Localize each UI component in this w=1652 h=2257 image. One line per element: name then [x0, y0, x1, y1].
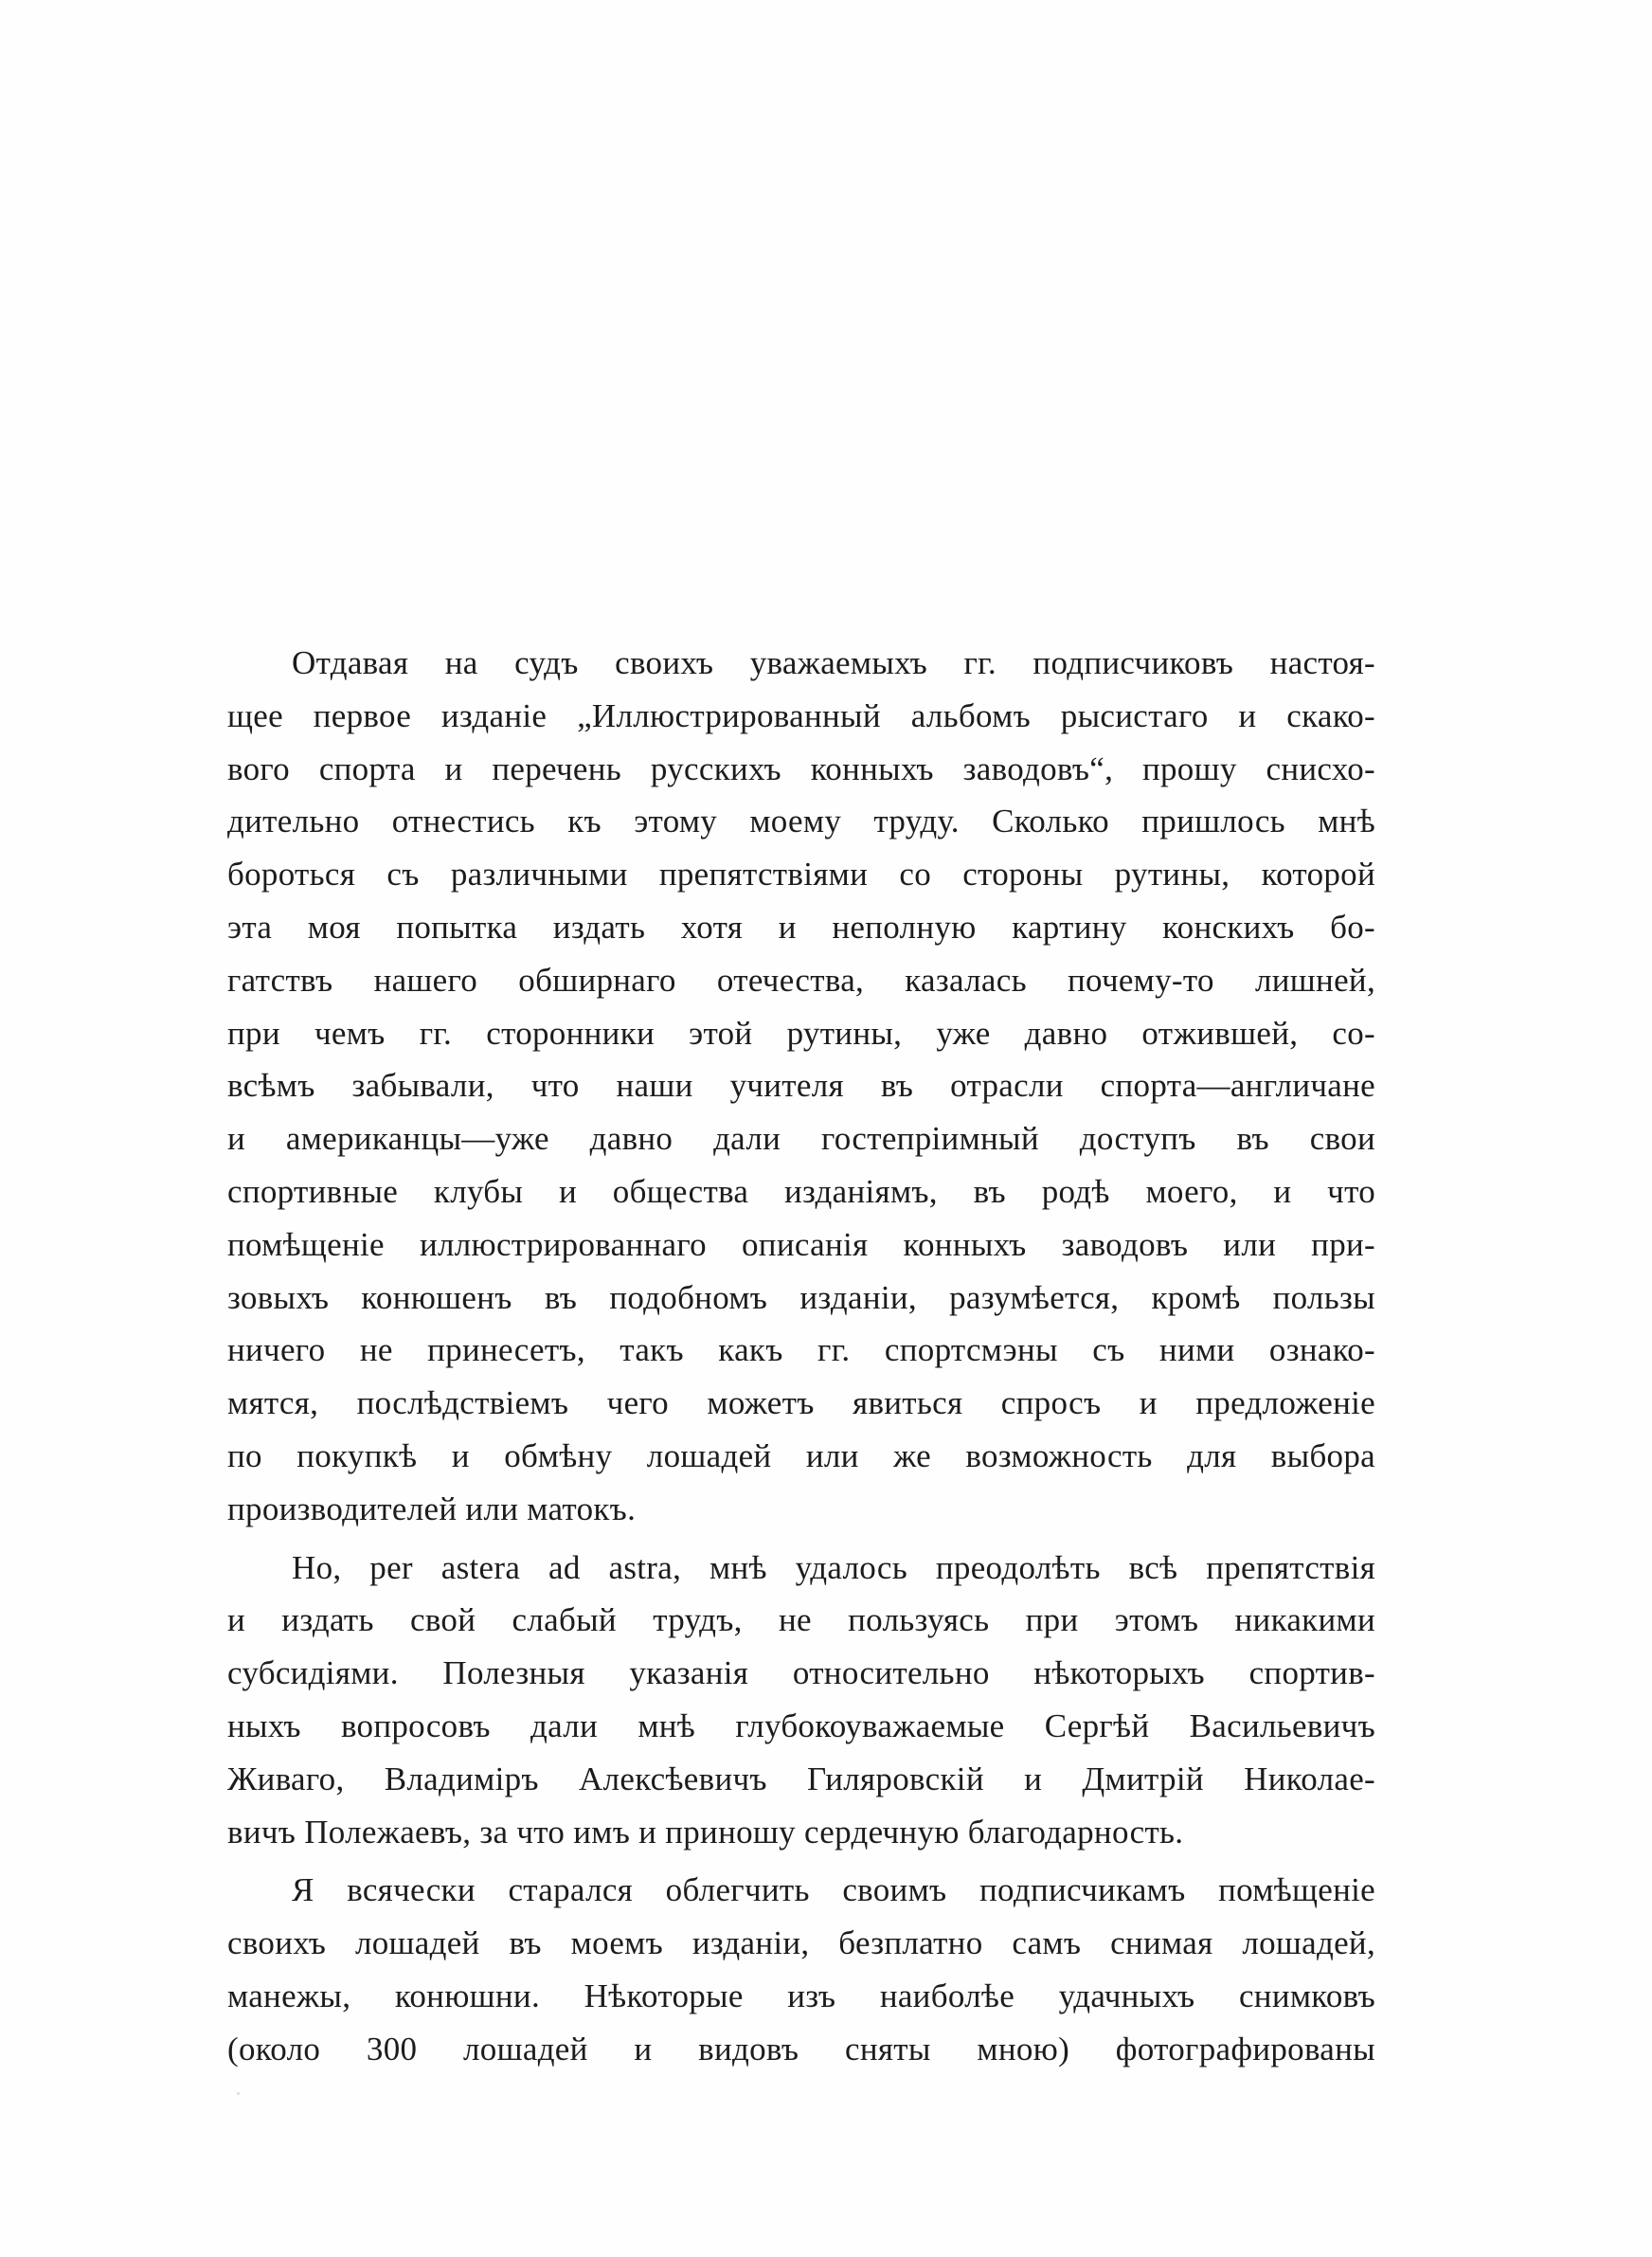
- text-line: Отдавая на судъ своихъ уважаемыхъ гг. подписчиковъ настоя-: [292, 644, 1375, 681]
- text-line: Но, per astera ad astra, мнѣ удалось преодолѣть всѣ препятствія: [292, 1548, 1375, 1586]
- body-text: [227, 637, 1375, 2076]
- text-line: по покупкѣ и обмѣну лошадей или же возможность для выбора: [227, 1436, 1375, 1474]
- text-line: при чемъ гг. сторонники этой рутины, уже давно отжившей, со-: [227, 1014, 1375, 1052]
- text-line: щее первое изданіе „Иллюстрированный альбомъ рысистаго и скако-: [227, 696, 1375, 734]
- paragraph-3: [227, 1864, 1375, 2075]
- paragraph-2: [227, 1542, 1375, 1859]
- text-line: ничего не принесетъ, такъ какъ гг. спортсмэны съ ними ознако-: [227, 1331, 1375, 1369]
- text-line: спортивные клубы и общества изданіямъ, въ родѣ моего, и что: [227, 1172, 1375, 1210]
- text-line: Я всячески старался облегчить своимъ подписчикамъ помѣщеніе: [292, 1871, 1375, 1909]
- text-line: гатствъ нашего обширнаго отечества, казалась почему-то лишней,: [227, 961, 1375, 999]
- text-line: и издать свой слабый трудъ, не пользуясь при этомъ никакими: [227, 1601, 1375, 1639]
- text-line: бороться съ различными препятствіями со стороны рутины, которой: [227, 856, 1375, 894]
- text-line: вого спорта и перечень русскихъ конныхъ заводовъ“, прошу снисхо-: [227, 749, 1375, 787]
- text-line: субсидіями. Полезныя указанія относительно нѣкоторыхъ спортив-: [227, 1654, 1375, 1692]
- text-line: эта моя попытка издать хотя и неполную картину конскихъ бо-: [227, 908, 1375, 946]
- text-line: своихъ лошадей въ моемъ изданіи, безплатно самъ снимая лошадей,: [227, 1924, 1375, 1962]
- text-line: производителей или матокъ.: [227, 1490, 637, 1527]
- text-line: зовыхъ конюшенъ въ подобномъ изданіи, разумѣется, кромѣ пользы: [227, 1278, 1375, 1316]
- text-line: вичъ Полежаевъ, за что имъ и приношу сердечную благодарность.: [227, 1813, 1184, 1851]
- text-line: дительно отнестись къ этому моему труду. Сколько пришлось мнѣ: [227, 803, 1375, 840]
- text-line: помѣщеніе иллюстрированнаго описанія конныхъ заводовъ или при-: [227, 1225, 1375, 1263]
- paragraph-1: [227, 637, 1375, 1536]
- text-line: манежы, конюшни. Нѣкоторые изъ наиболѣе удачныхъ снимковъ: [227, 1977, 1375, 2014]
- text-line: ныхъ вопросовъ дали мнѣ глубокоуважаемые Сергѣй Васильевичъ: [227, 1706, 1375, 1744]
- text-line: (около 300 лошадей и видовъ сняты мною) фотографированы: [227, 2030, 1375, 2067]
- text-line: Живаго, Владиміръ Алексѣевичъ Гиляровскій и Дмитрій Николае-: [227, 1760, 1375, 1797]
- scan-speck: [237, 2092, 240, 2095]
- text-line: и американцы—уже давно дали гостепріимный доступъ въ свои: [227, 1120, 1375, 1158]
- text-line: мятся, послѣдствіемъ чего можетъ явиться спросъ и предложеніе: [227, 1384, 1375, 1422]
- text-line: всѣмъ забывали, что наши учителя въ отрасли спорта—англичане: [227, 1067, 1375, 1105]
